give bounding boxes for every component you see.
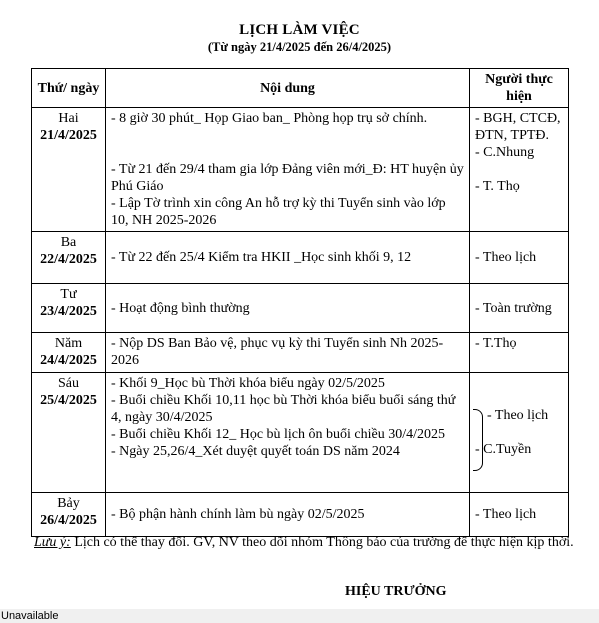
responsible-group: [475, 407, 563, 458]
responsible-line: - Theo lịch: [487, 408, 549, 423]
day-date: 21/4/2025: [40, 128, 97, 143]
table-row: [32, 333, 569, 373]
schedule-table: [31, 68, 569, 537]
day-cell: [32, 284, 106, 333]
responsible-line: - C.Tuyền: [475, 442, 532, 457]
table-row: [32, 284, 569, 333]
responsible-line: - T. Thọ: [475, 179, 520, 194]
content-line: - Từ 22 đến 25/4 Kiểm tra HKII _Học sinh khối 9, 12: [111, 250, 412, 265]
day-date: 24/4/2025: [40, 353, 97, 368]
day-cell: [32, 108, 106, 232]
day-cell: [32, 373, 106, 493]
day-cell: [32, 493, 106, 537]
table-row: [32, 493, 569, 537]
content-cell: [106, 373, 470, 493]
day-name: Ba: [60, 235, 77, 250]
content-cell: [106, 284, 470, 333]
day-cell: [32, 333, 106, 373]
table-row: [32, 108, 569, 232]
day-cell: [32, 232, 106, 284]
content-cell: [106, 232, 470, 284]
responsible-cell: [470, 493, 569, 537]
document-title: LỊCH LÀM VIỆC: [239, 22, 360, 38]
content-line: - Nộp DS Ban Bảo vệ, phục vụ kỳ thi Tuyển sinh Nh 2025-2026: [111, 336, 444, 368]
content-line: - Buổi chiều Khối 10,11 học bù Thời khóa biểu buổi sáng thứ 4, ngày 30/4/2025: [111, 393, 456, 425]
day-date: 25/4/2025: [40, 393, 97, 408]
day-name: Tư: [60, 287, 77, 302]
header-content: Nội dung: [106, 69, 470, 108]
responsible-line: - C.Nhung: [475, 145, 535, 160]
note-label: Lưu ý:: [34, 535, 71, 550]
content-line: - Từ 21 đến 29/4 tham gia lớp Đảng viên mới_Đ: HT huyện ủy Phú Giáo: [111, 162, 464, 194]
content-line: - Bộ phận hành chính làm bù ngày 02/5/2025: [111, 507, 365, 522]
content-line: - 8 giờ 30 phút_ Họp Giao ban_ Phòng họp trụ sở chính.: [111, 111, 428, 126]
day-date: 26/4/2025: [40, 513, 97, 528]
content-cell: [106, 333, 470, 373]
responsible-line: - Theo lịch: [475, 507, 537, 522]
header-day: Thứ/ ngày: [32, 69, 106, 108]
responsible-cell: [470, 108, 569, 232]
note-text: Lịch có thể thay đổi. GV, NV theo dõi nhóm Thông báo của trường để thực hiện kịp thời.: [70, 535, 574, 550]
day-name: Sáu: [58, 376, 79, 391]
content-line: - Ngày 25,26/4_Xét duyệt quyết toán DS năm 2024: [111, 444, 400, 459]
responsible-line: - T.Thọ: [475, 336, 517, 351]
day-name: Hai: [58, 111, 79, 126]
content-line: - Khối 9_Học bù Thời khóa biểu ngày 02/5/2025: [111, 376, 385, 391]
responsible-line: - Toàn trường: [475, 300, 552, 316]
table-row: [32, 232, 569, 284]
document-subtitle: (Từ ngày 21/4/2025 đến 26/4/2025): [207, 40, 392, 54]
responsible-line: - BGH, CTCĐ, ĐTN, TPTĐ.: [475, 111, 561, 143]
header-responsible: Người thực hiện: [470, 69, 569, 108]
responsible-cell: [470, 232, 569, 284]
note: [34, 534, 574, 552]
day-name: Năm: [54, 336, 83, 351]
signer-title: HIỆU TRƯỞNG: [345, 584, 447, 599]
status-bar: Unavailable: [0, 609, 599, 623]
content-cell: [106, 108, 470, 232]
content-line: - Lập Tờ trình xin công An hỗ trợ kỳ thi Tuyển sinh vào lớp 10, NH 2025-2026: [111, 196, 446, 228]
content-line: - Hoạt động bình thường: [111, 300, 250, 316]
day-name: Bảy: [57, 496, 80, 511]
responsible-cell: [470, 284, 569, 333]
day-date: 22/4/2025: [40, 252, 97, 267]
responsible-cell: [470, 373, 569, 493]
responsible-cell: [470, 333, 569, 373]
curly-brace-icon: [473, 409, 483, 471]
day-date: 23/4/2025: [40, 304, 97, 319]
content-line: - Buổi chiều Khối 12_ Học bù lịch ôn buổi chiều 30/4/2025: [111, 427, 446, 442]
table-row: [32, 373, 569, 493]
responsible-line: - Theo lịch: [475, 250, 537, 265]
table-header-row: [32, 69, 569, 108]
content-cell: [106, 493, 470, 537]
